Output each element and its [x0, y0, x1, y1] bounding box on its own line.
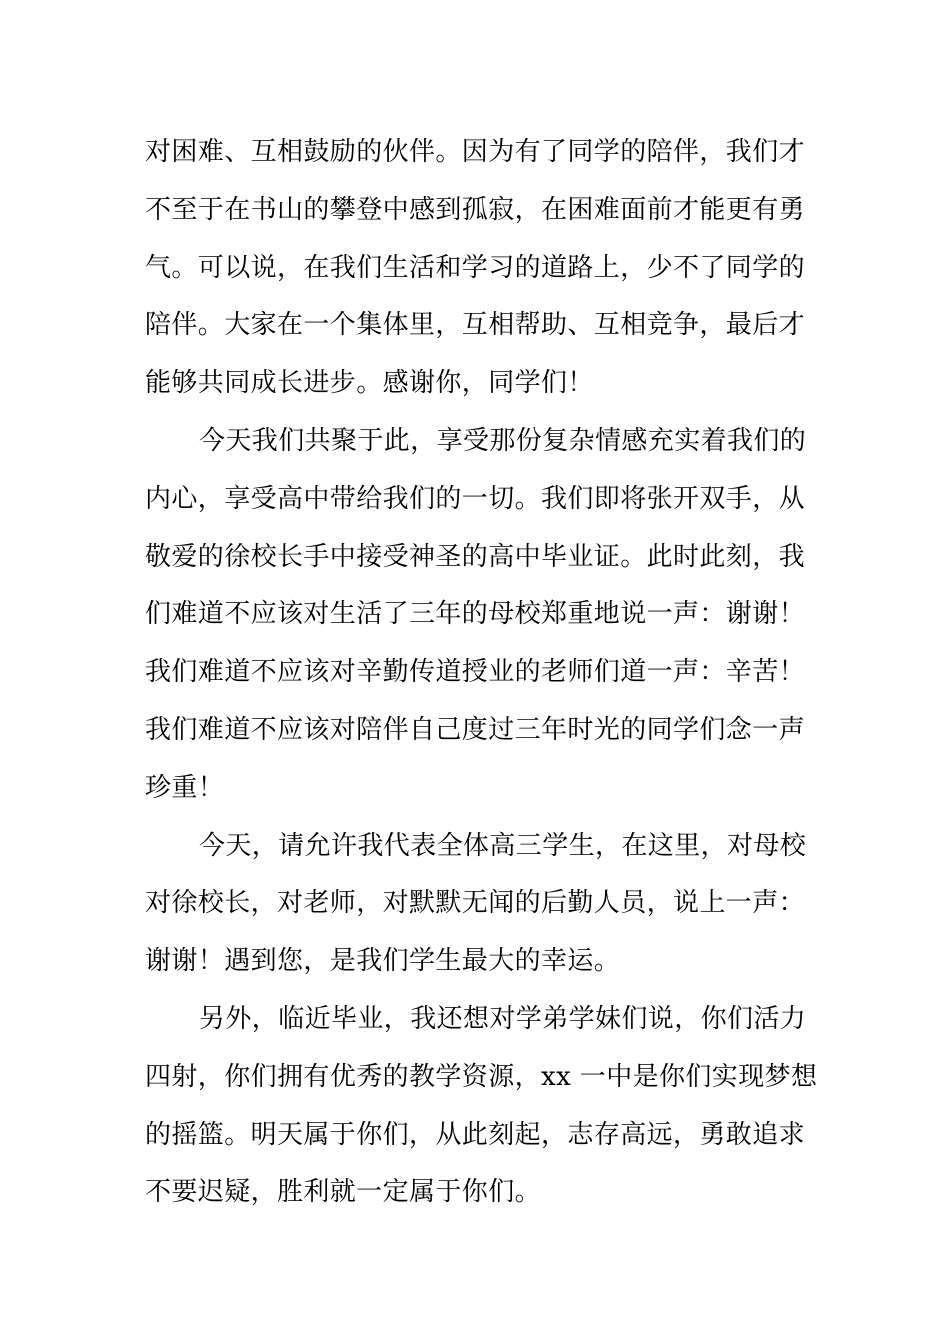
text-line: 敬爱的徐校长手中接受神圣的高中毕业证。此时此刻，我 [145, 541, 806, 572]
text-line: 谢谢！遇到您，是我们学生最大的幸运。 [145, 946, 621, 977]
text-line: 四射，你们拥有优秀的教学资源，xx 一中是你们实现梦想 [145, 1061, 818, 1092]
text-line: 今天我们共聚于此，享受那份复杂情感充实着我们的 [199, 425, 807, 456]
text-line: 气。可以说，在我们生活和学习的道路上，少不了同学的 [145, 252, 806, 283]
text-line: 珍重！ [145, 772, 225, 803]
paragraph-2 [145, 413, 810, 818]
text-line: 内心，享受高中带给我们的一切。我们即将张开双手，从 [145, 483, 806, 514]
paragraph-3 [145, 818, 810, 991]
text-line: 对困难、互相鼓励的伙伴。因为有了同学的陪伴，我们才 [145, 137, 806, 167]
text-line: 不要迟疑，胜利就一定属于你们。 [145, 1177, 542, 1208]
text-line: 能够共同成长进步。感谢你，同学们！ [145, 368, 594, 399]
text-line: 对徐校长，对老师，对默默无闻的后勤人员，说上一声： [145, 888, 806, 919]
paragraph-4 [145, 991, 818, 1222]
document-body [145, 124, 818, 1222]
text-line: 的摇篮。明天属于你们，从此刻起，志存高远，勇敢追求 [145, 1119, 806, 1150]
text-line: 不至于在书山的攀登中感到孤寂，在困难面前才能更有勇 [145, 194, 806, 225]
text-line: 今天，请允许我代表全体高三学生，在这里，对母校 [199, 830, 807, 861]
text-line: 我们难道不应该对陪伴自己度过三年时光的同学们念一声 [145, 714, 806, 745]
paragraph-1 [145, 124, 810, 413]
text-line: 们难道不应该对生活了三年的母校郑重地说一声：谢谢！ [145, 599, 806, 630]
text-line: 我们难道不应该对辛勤传道授业的老师们道一声：辛苦！ [145, 657, 806, 688]
text-line: 另外，临近毕业，我还想对学弟学妹们说，你们活力 [199, 1003, 807, 1034]
text-line: 陪伴。大家在一个集体里，互相帮助、互相竞争，最后才 [145, 310, 806, 341]
